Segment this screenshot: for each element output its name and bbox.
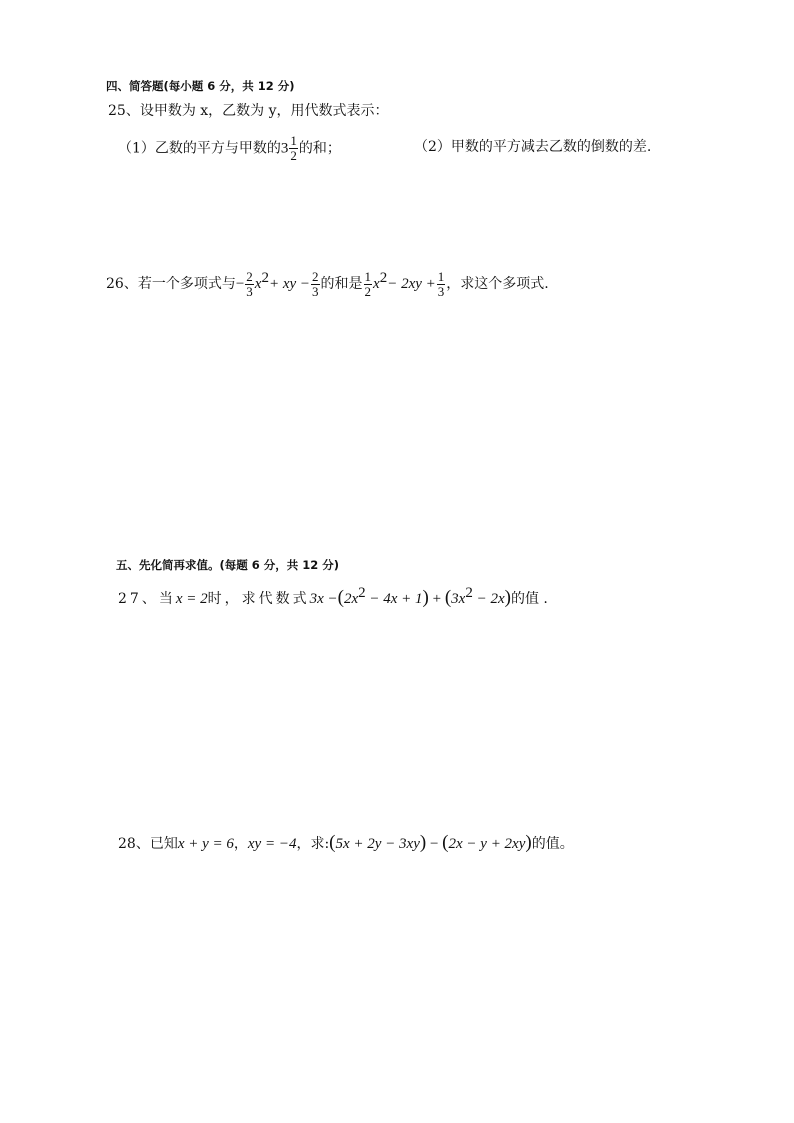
q27-lparen-1: ( xyxy=(337,587,344,608)
q27-lparen-2: ( xyxy=(444,587,452,608)
q25-fraction xyxy=(289,134,298,163)
q27-rparen-2: ) xyxy=(504,587,511,608)
q26-frac1-den: 3 xyxy=(246,283,253,299)
q26-exp-1: 2 xyxy=(261,270,269,286)
q27-expr-e: 3x xyxy=(451,591,466,607)
q25-fraction-den: 2 xyxy=(290,148,297,163)
q26-fraction-4 xyxy=(437,270,446,299)
q26-sign: − xyxy=(235,276,245,292)
q28-condition-1: x + y = 6 xyxy=(177,836,234,852)
q26-frac3-den: 2 xyxy=(364,283,372,299)
q28-suffix: 的值。 xyxy=(531,836,574,852)
q26-fraction-1 xyxy=(245,270,254,299)
q27-prefix: 27、当 xyxy=(118,591,176,607)
q26-fraction-3 xyxy=(364,270,373,299)
q27-expr-a: 3x − xyxy=(309,591,338,607)
q28-rparen-2: ) xyxy=(525,832,532,853)
question-25-stem: 25、设甲数为 x，乙数为 y，用代数式表示： xyxy=(108,103,389,119)
q26-term-2xy: − 2xy + xyxy=(387,276,436,292)
q26-fraction-2 xyxy=(311,270,320,299)
q25-part1-prefix: （1）乙数的平方与甲数的 xyxy=(118,140,281,157)
q26-exp-2: 2 xyxy=(379,270,388,286)
q28-lparen-2: ( xyxy=(442,832,449,853)
q26-frac1-num: 2 xyxy=(246,268,253,284)
q27-condition: x = 2 xyxy=(175,591,208,607)
q27-expr-c: − 4x + 1 xyxy=(365,591,423,607)
q26-frac2-num: 2 xyxy=(312,268,319,284)
q27-expr-b: 2x xyxy=(343,591,359,607)
q26-term-x: x xyxy=(254,276,262,292)
section-5-heading: 五、先化简再求值。(每题 6 分，共 12 分) xyxy=(116,558,340,572)
q25-part1-suffix: 的和； xyxy=(298,140,341,157)
q28-condition-2: xy = −4 xyxy=(247,836,297,852)
q27-exp-b: 2 xyxy=(358,585,366,601)
question-26 xyxy=(106,268,549,299)
q25-fraction-num: 1 xyxy=(290,133,297,148)
section-4-heading: 四、简答题(每小题 6 分，共 12 分) xyxy=(106,79,295,93)
q26-term-xy: + xy − xyxy=(268,276,311,292)
q28-mid: ，求: xyxy=(296,836,330,852)
q26-term-x2: x xyxy=(373,276,380,292)
q27-expr-d: + xyxy=(428,591,445,607)
q27-mid: 时，求代数式 xyxy=(207,591,310,607)
question-27 xyxy=(118,583,548,609)
question-25-part-1 xyxy=(118,134,341,163)
q26-mid: 的和是 xyxy=(320,276,363,292)
q28-sep: ， xyxy=(233,836,248,852)
q28-lparen-1: ( xyxy=(329,832,336,853)
q27-expr-f: − 2x xyxy=(472,591,505,607)
q26-prefix: 26、若一个多项式与 xyxy=(106,276,236,292)
q26-frac2-den: 3 xyxy=(312,283,319,299)
q26-suffix: ，求这个多项式. xyxy=(446,276,549,292)
q27-exp-e: 2 xyxy=(465,585,473,601)
q28-minus: − xyxy=(426,836,443,852)
question-28 xyxy=(118,833,574,854)
q28-prefix: 28、已知 xyxy=(118,836,178,852)
q28-expr-1: 5x + 2y − 3xy xyxy=(335,836,420,852)
q26-frac4-num: 1 xyxy=(437,268,445,284)
q28-rparen-1: ) xyxy=(419,832,427,853)
q26-frac4-den: 3 xyxy=(437,283,445,299)
q27-rparen-1: ) xyxy=(422,587,429,608)
question-25-part-2: （2）甲数的平方减去乙数的倒数的差. xyxy=(414,139,652,155)
q27-suffix: 的值 . xyxy=(510,591,548,607)
q26-frac3-num: 1 xyxy=(364,268,372,284)
q28-expr-2: 2x − y + 2xy xyxy=(448,836,526,852)
q25-mixed-whole: 3 xyxy=(280,140,289,157)
